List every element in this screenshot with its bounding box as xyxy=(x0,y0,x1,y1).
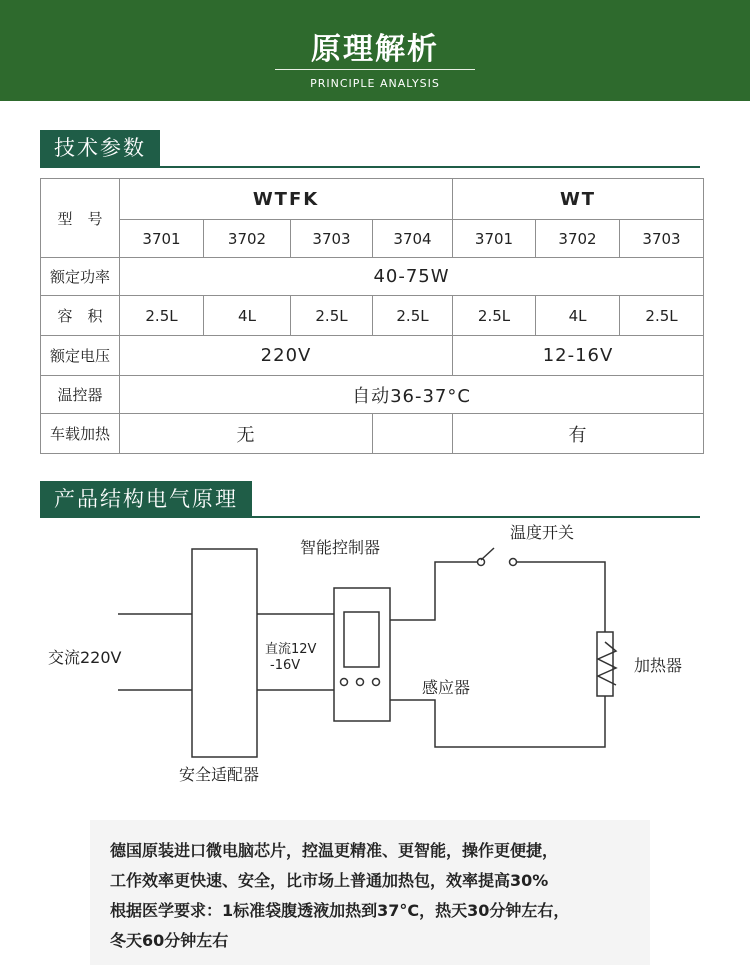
page-subtitle: PRINCIPLE ANALYSIS xyxy=(310,77,440,90)
voltage-value-wt: 12-16V xyxy=(453,336,704,376)
model-cell: 3701 xyxy=(453,220,536,258)
dc-label-line1: 直流12V xyxy=(265,642,317,657)
note-line: 冬天60分钟左右 xyxy=(110,931,229,950)
model-cell: 3701 xyxy=(120,220,204,258)
switch-wire-left xyxy=(390,562,477,620)
controller-display xyxy=(344,612,379,667)
group-header-wtfk: WTFK xyxy=(120,179,453,220)
note-line: 根据医学要求：1标准袋腹透液加热到37°C，热天30分钟左右， xyxy=(110,901,570,920)
table-row-voltage xyxy=(41,336,704,376)
model-cell: 3702 xyxy=(204,220,291,258)
thermostat-label: 温控器 xyxy=(41,376,120,414)
thermostat-value: 自动36-37°C xyxy=(120,376,704,414)
dc-label-line2: -16V xyxy=(270,658,301,673)
table-row-models xyxy=(41,220,704,258)
volume-cell: 2.5L xyxy=(373,296,453,336)
controller-button xyxy=(357,679,364,686)
heater-element xyxy=(597,632,613,696)
car-heating-value-3704 xyxy=(373,414,453,454)
table-row-group-header xyxy=(41,179,704,220)
car-heating-value-wtfk: 无 xyxy=(120,414,373,454)
sensor-wire xyxy=(390,696,605,747)
note-text xyxy=(110,836,670,956)
diagram-section-underline xyxy=(40,516,700,518)
table-row-thermostat xyxy=(41,376,704,414)
circuit-diagram xyxy=(0,520,750,790)
rated-power-value: 40-75W xyxy=(120,258,704,296)
controller-label: 智能控制器 xyxy=(300,538,381,557)
switch-wire-right xyxy=(517,562,605,632)
controller-button xyxy=(373,679,380,686)
volume-cell: 2.5L xyxy=(620,296,704,336)
model-cell: 3704 xyxy=(373,220,453,258)
diagram-section-label: 产品结构电气原理 xyxy=(40,481,252,518)
spec-section-underline xyxy=(40,166,700,168)
volume-cell: 4L xyxy=(536,296,620,336)
controller-button xyxy=(341,679,348,686)
model-label: 型 号 xyxy=(41,179,120,258)
temp-switch-label: 温度开关 xyxy=(510,523,575,542)
heater-label: 加热器 xyxy=(634,656,683,675)
model-cell: 3703 xyxy=(620,220,704,258)
rated-power-label: 额定功率 xyxy=(41,258,120,296)
volume-cell: 4L xyxy=(204,296,291,336)
car-heating-value-wt: 有 xyxy=(453,414,704,454)
model-cell: 3702 xyxy=(536,220,620,258)
voltage-label: 额定电压 xyxy=(41,336,120,376)
page-title: 原理解析 xyxy=(311,32,439,67)
car-heating-label: 车载加热 xyxy=(41,414,120,454)
ac-input-label: 交流220V xyxy=(48,648,122,667)
spec-section-label: 技术参数 xyxy=(40,130,160,167)
adapter-label: 安全适配器 xyxy=(179,765,260,784)
voltage-value-wtfk: 220V xyxy=(120,336,453,376)
note-line: 工作效率更快速、安全，比市场上普通加热包，效率提高30% xyxy=(110,871,549,890)
table-row-volume xyxy=(41,296,704,336)
volume-cell: 2.5L xyxy=(291,296,373,336)
controller-box xyxy=(334,588,390,721)
table-row-power xyxy=(41,258,704,296)
switch-lever xyxy=(481,548,494,560)
spec-table xyxy=(40,178,704,454)
adapter-box xyxy=(192,549,257,757)
volume-cell: 2.5L xyxy=(120,296,204,336)
table-row-car-heating xyxy=(41,414,704,454)
sensor-label: 感应器 xyxy=(422,678,471,697)
volume-cell: 2.5L xyxy=(453,296,536,336)
note-line: 德国原装进口微电脑芯片，控温更精准、更智能，操作更便捷， xyxy=(110,841,559,860)
group-header-wt: WT xyxy=(453,179,704,220)
volume-label: 容 积 xyxy=(41,296,120,336)
switch-contact-right xyxy=(510,559,517,566)
model-cell: 3703 xyxy=(291,220,373,258)
title-divider xyxy=(275,69,475,70)
